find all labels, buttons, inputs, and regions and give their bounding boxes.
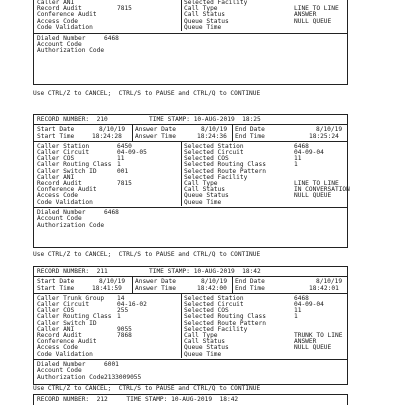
ctrl-notice: Use CTRL/Z to CANCEL; CTRL/S to PAUSE and CTRL/Q to CONTINUE (33, 385, 261, 392)
record-box (33, 114, 348, 248)
answer-time-label: Answer Time (135, 284, 176, 292)
time-stamp: TIME STAMP: 10-AUG-2019 18:42 (149, 267, 261, 275)
caller-field-value: 9055 (117, 325, 132, 333)
answer-date: 8/10/19 (201, 126, 228, 134)
caller-field-label: Caller Circuit (37, 300, 90, 308)
record-number: RECORD NUMBER: 211 (37, 267, 108, 275)
record-header (34, 115, 347, 125)
start-date: 8/10/19 (99, 278, 126, 286)
end-date: 8/10/19 (316, 126, 343, 134)
selected-field-label: Selected Facility (184, 325, 248, 333)
record-number: RECORD NUMBER: 210 (37, 115, 108, 123)
caller-field-value: 7815 (117, 179, 132, 187)
dial-field-value: 6468 (104, 209, 119, 217)
selected-field-value: TRUNK TO LINE (294, 331, 343, 339)
end-time: 18:42:01 (309, 284, 339, 292)
selected-field-value: 1 (294, 161, 298, 169)
start-time: 18:41:59 (92, 284, 122, 292)
dial-field-value: 2133009055 (104, 373, 142, 381)
dial-field-label: Account Code (37, 215, 82, 223)
caller-field-label: Code Validation (37, 350, 93, 358)
dial-field-value: 6001 (104, 361, 119, 369)
column-divider (181, 0, 182, 31)
caller-field-label: Conference Audit (37, 186, 97, 194)
selected-field-label: Selected Facility (184, 0, 248, 6)
caller-field-value: 001 (117, 167, 129, 175)
caller-field-label: Caller Trunk Group (37, 294, 105, 302)
start-date: 8/10/19 (99, 126, 126, 134)
selected-field-label: Selected COS (184, 155, 229, 163)
caller-field-value: 04-16-02 (117, 300, 147, 308)
selected-field-value: ANSWER (294, 11, 317, 19)
caller-field-value: 14 (117, 294, 125, 302)
selected-field-label: Queue Time (184, 198, 222, 206)
caller-field-value: 7815 (117, 5, 132, 13)
caller-field-label: Caller Routing Class (37, 161, 112, 169)
dial-field-label: Account Code (37, 40, 82, 48)
end-date-label: End Date (235, 278, 265, 286)
caller-field-label: Access Code (37, 17, 78, 25)
dial-field-value: 6468 (104, 34, 119, 42)
selected-field-label: Selected Station (184, 294, 244, 302)
caller-field-label: Code Validation (37, 23, 93, 31)
caller-field-value: 255 (117, 307, 129, 315)
caller-field-label: Caller ANI (37, 325, 75, 333)
selected-field-value: 1 (294, 313, 298, 321)
caller-field-value: 1 (117, 161, 121, 169)
selected-field-value: IN CONVERSATION (294, 186, 350, 194)
column-divider (132, 124, 133, 142)
selected-field-value: NULL QUEUE (294, 192, 332, 200)
end-time-label: End Time (235, 132, 265, 140)
dial-field-label: Account Code (37, 367, 82, 375)
caller-field-label: Caller Routing Class (37, 313, 112, 321)
start-time-label: Start Time (37, 284, 75, 292)
dial-field-label: Authorization Code (37, 46, 105, 54)
selected-field-label: Call Type (184, 5, 218, 13)
selected-field-label: Call Status (184, 338, 225, 346)
answer-time-label: Answer Time (135, 132, 176, 140)
answer-time: 18:42:00 (197, 284, 227, 292)
answer-time: 18:24:36 (197, 132, 227, 140)
selected-field-value: LINE TO LINE (294, 179, 339, 187)
selected-field-label: Selected Route Pattern (184, 167, 266, 175)
dial-field-label: Dialed Number (37, 34, 86, 42)
column-divider (232, 276, 233, 294)
answer-date-label: Answer Date (135, 278, 176, 286)
selected-field-label: Selected Station (184, 142, 244, 150)
selected-field-label: Queue Status (184, 17, 229, 25)
selected-field-label: Call Status (184, 186, 225, 194)
start-time: 18:24:28 (92, 132, 122, 140)
start-time-label: Start Time (37, 132, 75, 140)
selected-field-label: Queue Status (184, 192, 229, 200)
column-divider (181, 142, 182, 206)
record-box (33, 0, 348, 85)
selected-field-value: 11 (294, 155, 302, 163)
caller-field-label: Caller ANI (37, 0, 75, 6)
selected-field-value: 6468 (294, 142, 309, 150)
selected-field-value: 6468 (294, 294, 309, 302)
caller-field-label: Record Audit (37, 5, 82, 13)
record-number: RECORD NUMBER: 212 TIME STAMP: 10-AUG-2019 18:42 (37, 395, 239, 403)
selected-field-value: NULL QUEUE (294, 344, 332, 352)
caller-field-label: Caller Switch ID (37, 319, 97, 327)
selected-field-value: LINE TO LINE (294, 5, 339, 13)
caller-field-value: 7868 (117, 331, 132, 339)
selected-field-label: Call Type (184, 331, 218, 339)
selected-field-value: 04-09-04 (294, 300, 324, 308)
caller-field-label: Code Validation (37, 198, 93, 206)
end-time-label: End Time (235, 284, 265, 292)
section-divider (34, 359, 347, 360)
selected-field-label: Selected Circuit (184, 148, 244, 156)
ctrl-notice: Use CTRL/Z to CANCEL; CTRL/S to PAUSE and CTRL/Q to CONTINUE (33, 90, 261, 97)
selected-field-label: Selected Routing Class (184, 313, 266, 321)
selected-field-label: Call Status (184, 11, 225, 19)
caller-field-label: Record Audit (37, 331, 82, 339)
start-date-label: Start Date (37, 278, 75, 286)
caller-field-label: Conference Audit (37, 11, 97, 19)
answer-date: 8/10/19 (201, 278, 228, 286)
selected-field-label: Queue Time (184, 23, 222, 31)
column-divider (132, 276, 133, 294)
dial-field-label: Authorization Code (37, 373, 105, 381)
dial-field-label: Dialed Number (37, 209, 86, 217)
selected-field-label: Selected Route Pattern (184, 319, 266, 327)
caller-field-value: 1 (117, 313, 121, 321)
dial-field-label: Dialed Number (37, 361, 86, 369)
selected-field-value: NULL QUEUE (294, 17, 332, 25)
caller-field-value: 6450 (117, 142, 132, 150)
end-time: 18:25:24 (309, 132, 339, 140)
caller-field-value: 11 (117, 155, 125, 163)
caller-field-label: Record Audit (37, 179, 82, 187)
selected-field-label: Selected COS (184, 307, 229, 315)
caller-field-label: Caller Switch ID (37, 167, 97, 175)
dial-field-label: Authorization Code (37, 221, 105, 229)
time-stamp: TIME STAMP: 10-AUG-2019 18:25 (149, 115, 261, 123)
selected-field-label: Selected Circuit (184, 300, 244, 308)
caller-field-label: Caller Station (37, 142, 90, 150)
selected-field-label: Selected Routing Class (184, 161, 266, 169)
caller-field-label: Caller ANI (37, 173, 75, 181)
section-divider (34, 207, 347, 208)
record-header (34, 267, 347, 277)
selected-field-label: Queue Time (184, 350, 222, 358)
selected-field-value: 11 (294, 307, 302, 315)
start-date-label: Start Date (37, 126, 75, 134)
caller-field-label: Caller COS (37, 307, 75, 315)
column-divider (232, 124, 233, 142)
column-divider (181, 294, 182, 358)
section-divider (34, 33, 347, 34)
caller-field-value: 04-09-05 (117, 148, 147, 156)
end-date: 8/10/19 (316, 278, 343, 286)
record-box (33, 266, 348, 385)
answer-date-label: Answer Date (135, 126, 176, 134)
caller-field-label: Access Code (37, 192, 78, 200)
caller-field-label: Access Code (37, 344, 78, 352)
selected-field-label: Call Type (184, 179, 218, 187)
selected-field-value: 04-09-04 (294, 148, 324, 156)
end-date-label: End Date (235, 126, 265, 134)
caller-field-label: Caller COS (37, 155, 75, 163)
selected-field-label: Selected Facility (184, 173, 248, 181)
caller-field-label: Caller Circuit (37, 148, 90, 156)
selected-field-label: Queue Status (184, 344, 229, 352)
ctrl-notice: Use CTRL/Z to CANCEL; CTRL/S to PAUSE and CTRL/Q to CONTINUE (33, 251, 261, 258)
selected-field-value: ANSWER (294, 338, 317, 346)
caller-field-label: Conference Audit (37, 338, 97, 346)
